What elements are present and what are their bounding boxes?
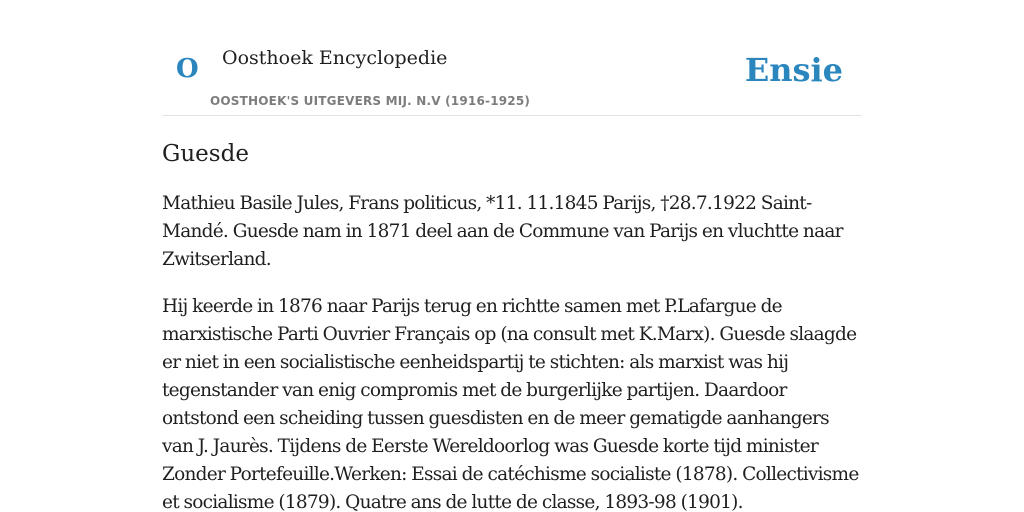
ensie-brand-link[interactable]: Ensie [744,51,843,89]
article-title: Guesde [162,141,249,167]
article-paragraph: Mathieu Basile Jules, Frans politicus, *11. 11.1845 Parijs, †28.7.1922 Saint-Mandé. Guesde nam in 1871 deel aan de Commune van Parijs en vluchtte naar Zwitserland. [162,193,843,270]
site-header [162,0,862,116]
encyclopedia-title-link[interactable]: Oosthoek Encyclopedie [222,47,448,69]
article-paragraph: Hij keerde in 1876 naar Parijs terug en richtte samen met P.Lafargue de marxistische Parti Ouvrier Français op (na consult met K.Marx). Guesde slaagde er niet in een socialistische eenheidspartij te stichten: als marxist was hij tegenstander van enig compromis met de burgerlijke partijen. Daardoor ontstond een scheiding tussen guesdisten en de meer gematigde aanhangers van J. Jaurès. Tijdens de Eerste Wereldoorlog was Guesde korte tijd minister Zonder Portefeuille.Werken: Essai de catéchisme socialiste (1878). Collectivisme et socialisme (1879). Quatre ans de lutte de classe, 1893-98 (1901). [162,296,859,512]
encyclopedia-logo[interactable]: O [176,54,199,84]
publisher-label: OOSTHOEK'S UITGEVERS MIJ. N.V (1916-1925) [210,94,531,108]
article [162,138,862,512]
